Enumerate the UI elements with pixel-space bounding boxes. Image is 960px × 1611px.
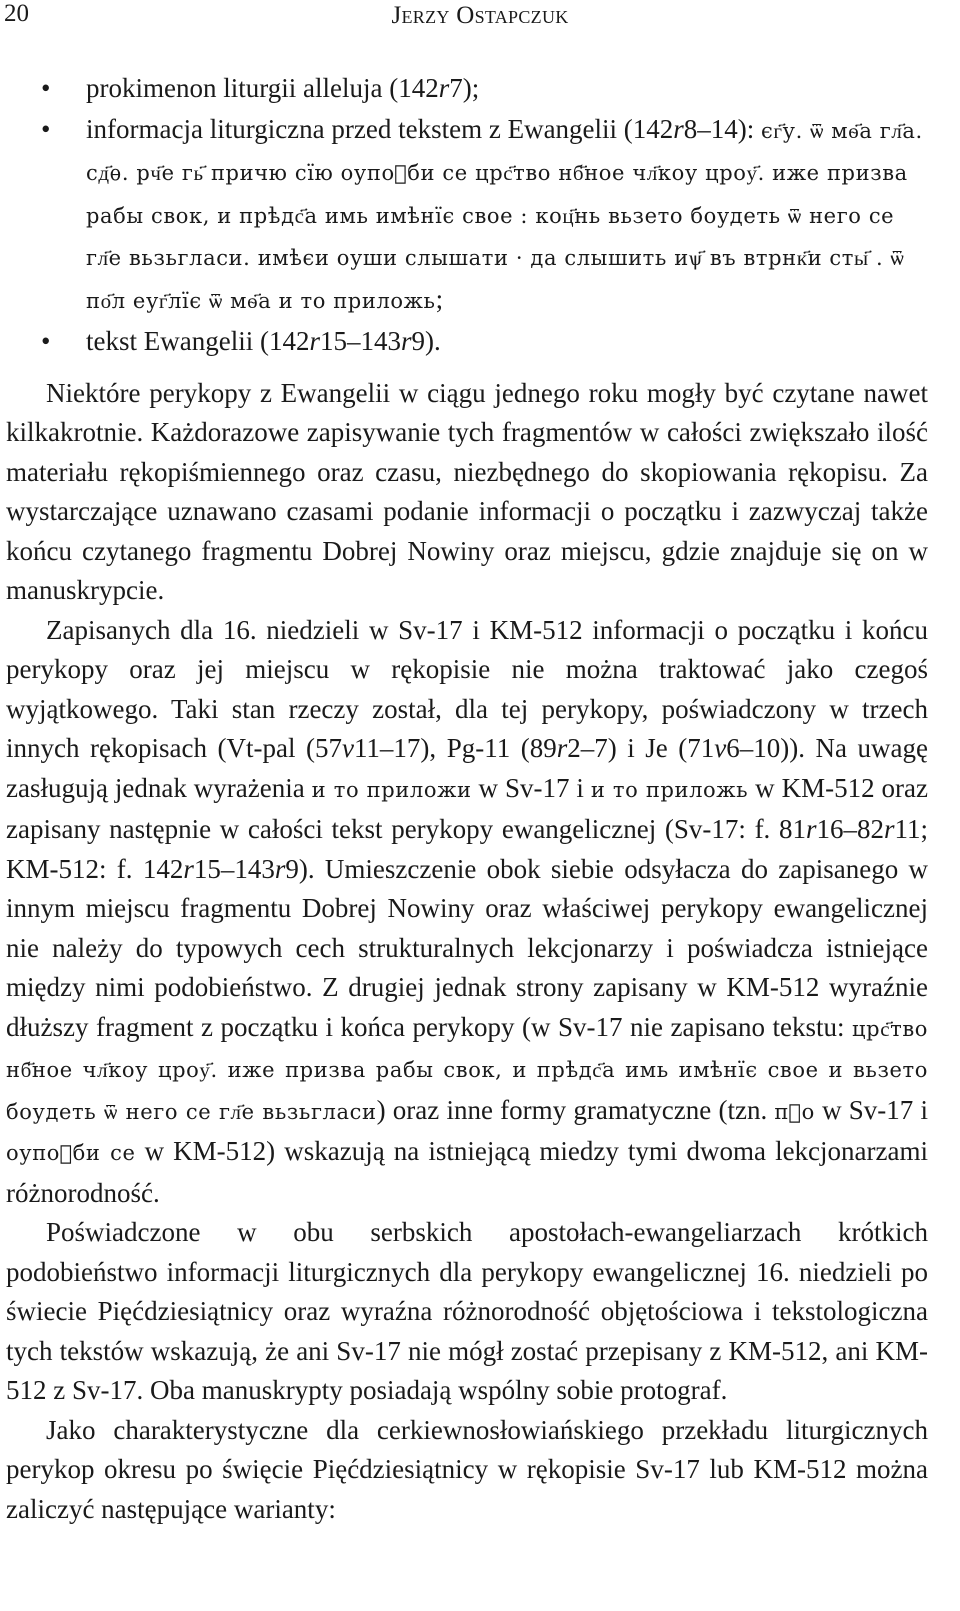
bullet-item (41, 321, 928, 362)
bullet-icon: • (41, 326, 51, 356)
paragraph: Poświadczone w obu serbskich apostołach-ewangeliarzach krótkich podobieństwo informacji liturgicznych dla perykopy ewangelicznej 16. niedzieli po świecie Pięćdziesiątnicy oraz wyraźna różnorodność objętościowa i tekstologiczna tych tekstów wskazują, że ani Sv-17 nie mógł zostać przepisany z KM-512, ani KM-512 z Sv-17. Oba manuskrypty posiadają wspólny sobie protograf. (6, 1217, 928, 1405)
folio-side: r (805, 814, 817, 844)
bullet-text: prokimenon liturgii alleluja (142r7); (86, 73, 480, 103)
folio-side: v (714, 733, 727, 763)
church-slavonic-quote: црс҃тво нб҃ное чл҃коу цроу҃. иже призва рабы свок, и прѣдс҃а имь имѣнїє свое и вьзето боудеть ѿ него се гл҃е вьзьгласи (6, 1016, 928, 1124)
folio-side: r (673, 113, 684, 144)
church-slavonic-quote: єг҃у. ѿ мѳ҃а гл҃а. сд҃ѳ. рч҃е гь҃ причю сїю оупоᷞби се црс҃тво нб҃ное чл҃коу цроу҃. иже призва рабы свок, и прѣдс҃а имь имѣнїє свое : коц҃нь вьзето боудеть ѿ него се гл҃е вьзьгласи. имѣєи оуши слышати · да слышить иѱ҃ въ втрнк҃и сты҃ . ѿ по҃л еуг҃лїє ѿ мѳ҃а и то приложь (86, 118, 923, 313)
church-slavonic-quote: и то приложи (311, 777, 472, 802)
folio-side: r (556, 733, 568, 763)
paragraph: Zapisanych dla 16. niedzieli w Sv-17 i KM-512 informacji o początku i końcu perykopy oraz jej miejscu w rękopisie nie można traktować jako czegoś wyjątkowego. Taki stan rzeczy został, dla tej perykopy, poświadczony w trzech innych rękopisach (Vt-pal (57v11–17), Pg-11 (89r2–7) i Je (71v6–10)). Na uwagę zasługują jednak wyrażenia и то приложи w Sv-17 i и то приложь w KM-512 oraz zapisany następnie w całości tekst perykopy ewangelicznej (Sv-17: f. 81r16–82r11; KM-512: f. 142r15–143r9). Umieszczenie obok siebie odsyłacza do zapisanego w innym miejscu fragmentu Dobrej Nowiny oraz właściwej perykopy ewangelicznej nie należy do typowych cech strukturalnych lekcjonarzy i poświadcza istniejące między nimi podobieństwo. Z drugiej jednak strony zapisany w KM-512 wyraźnie dłuższy fragment z początku i końca perykopy (w Sv-17 nie zapisano tekstu: црс҃тво нб҃ное чл҃коу цроу҃. иже призва рабы свок, и прѣдс҃а имь имѣнїє свое и вьзето боудеть ѿ него се гл҃е вьзьгласи) oraz inne formy gramatyczne (tzn. пᷝо w Sv-17 i оупоᷝби се w KM-512) wskazują na istniejącą miedzy tymi dwoma lekcjonarzami różnorodność. (6, 614, 928, 1208)
church-slavonic-quote: и то приложь (590, 777, 749, 802)
paragraph: Jako charakterystyczne dla cerkiewnosłowiańskiego przekładu liturgicznych perykop okresu po święcie Pięćdziesiątnicy w rękopisie Sv-17 lub KM-512 można zaliczyć następujące warianty: (6, 1414, 928, 1524)
bullet-item (41, 109, 928, 322)
bullet-text: tekst Ewangelii (142r15–143r9). (86, 326, 441, 356)
bullet-list (6, 68, 928, 362)
paragraph: Niektóre perykopy z Ewangelii w ciągu jednego roku mogły być czytane nawet kilkakrotnie. Każdorazowe zapisywanie tych fragmentów w całości zwiększało ilość materiału rękopiśmiennego oraz czasu, niezbędnego do skopiowania rękopisu. Za wystarczające uznawano czasami podanie informacji o początku i zazwyczaj także końcu czytanego fragmentu Dobrej Nowiny oraz miejscu, gdzie znajduje się on w manuskrypcie. (6, 377, 928, 605)
folio-side: r (883, 814, 895, 844)
page-body (6, 68, 928, 1529)
folio-side: r (183, 853, 194, 884)
folio-side: r (400, 326, 412, 356)
running-head: Jerzy Ostapczuk (391, 2, 569, 29)
folio-side: v (341, 733, 354, 763)
bullet-text: informacja liturgiczna przed tekstem z Ewangelii (142r8–14): єг҃у. ѿ мѳ҃а гл҃а. сд҃ѳ. рч҃е гь҃ причю сїю оупоᷞби се црс҃тво нб҃ное чл҃коу цроу҃. иже призва рабы свок, и прѣдс҃а имь имѣнїє свое : коц҃нь вьзето боудеть ѿ него се гл҃е вьзьгласи. имѣєи оуши слышати · да слышить иѱ҃ въ втрнк҃и сты҃ . ѿ по҃л еуг҃лїє ѿ мѳ҃а и то приложь; (86, 113, 923, 314)
page-header (0, 0, 960, 40)
bullet-icon: • (41, 113, 51, 144)
bullet-item (41, 68, 928, 109)
folio-side: r (309, 326, 320, 356)
folio-side: r (438, 73, 450, 103)
folio-side: r (274, 853, 286, 884)
church-slavonic-quote: оупоᷝби се (6, 1141, 136, 1165)
bullet-icon: • (41, 73, 51, 103)
church-slavonic-quote: пᷝо (774, 1099, 815, 1124)
page-number: 20 (4, 0, 29, 27)
